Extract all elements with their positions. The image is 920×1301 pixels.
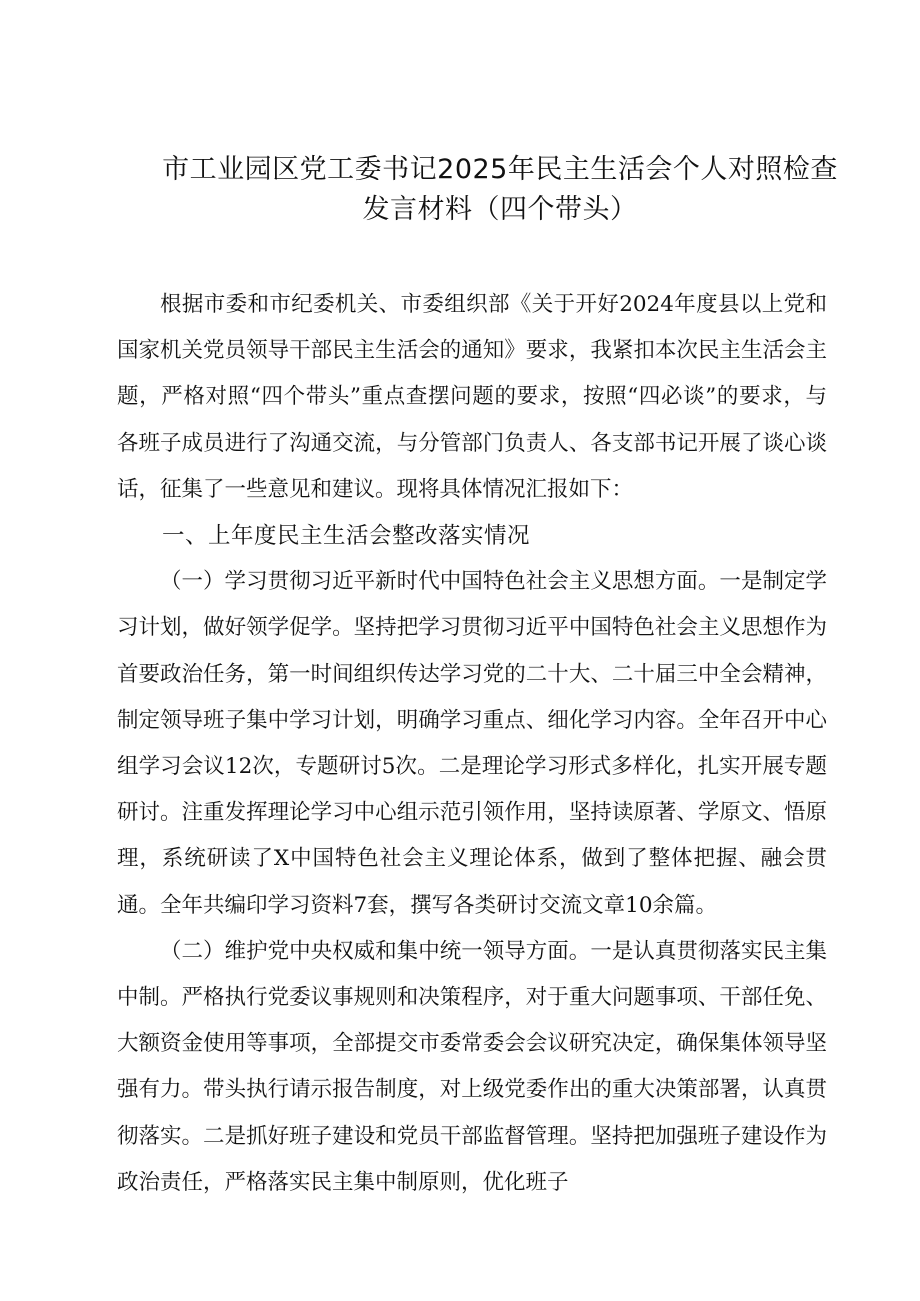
intro-paragraph: 根据市委和市纪委机关、市委组织部《关于开好2024年度县以上党和国家机关党员领导干部民主生活会的通知》要求，我紧扣本次民主生活会主题，严格对照“四个带头”重点查摆问题的要求，按照“四必谈”的要求，与各班子成员进行了沟通交流，与分管部门负责人、各支部书记开展了谈心谈话，征集了一些意见和建议。现将具体情况汇报如下： bbox=[117, 292, 827, 502]
paragraph-authority: （二）维护党中央权威和集中统一领导方面。一是认真贯彻落实民主集中制。严格执行党委议事规则和决策程序，对于重大问题事项、干部任免、大额资金使用等事项，全部提交市委常委会会议研究决定，确保集体领导坚强有力。带头执行请示报告制度，对上级党委作出的重大决策部署，认真贯彻落实。二是抓好班子建设和党员干部监督管理。坚持把加强班子建设作为政治责任，严格落实民主集中制原则，优化班子 bbox=[117, 938, 827, 1195]
paragraph-study: （一）学习贯彻习近平新时代中国特色社会主义思想方面。一是制定学习计划，做好领学促学。坚持把学习贯彻习近平中国特色社会主义思想作为首要政治任务，第一时间组织传达学习党的二十大、二十届三中全会精神，制定领导班子集中学习计划，明确学习重点、细化学习内容。全年召开中心组学习会议12次，专题研讨5次。二是理论学习形式多样化，扎实开展专题研讨。注重发挥理论学习中心组示范引领作用，坚持读原著、学原文、悟原理，系统研读了X中国特色社会主义理论体系，做到了整体把握、融会贯通。全年共编印学习资料7套，撰写各类研讨交流文章10余篇。 bbox=[117, 569, 827, 918]
document-title: 市工业园区党工委书记2025年民主生活会个人对照检查发言材料（四个带头） bbox=[162, 154, 838, 225]
section-heading: 一、上年度民主生活会整改落实情况 bbox=[162, 523, 531, 550]
document-body bbox=[117, 282, 827, 1206]
